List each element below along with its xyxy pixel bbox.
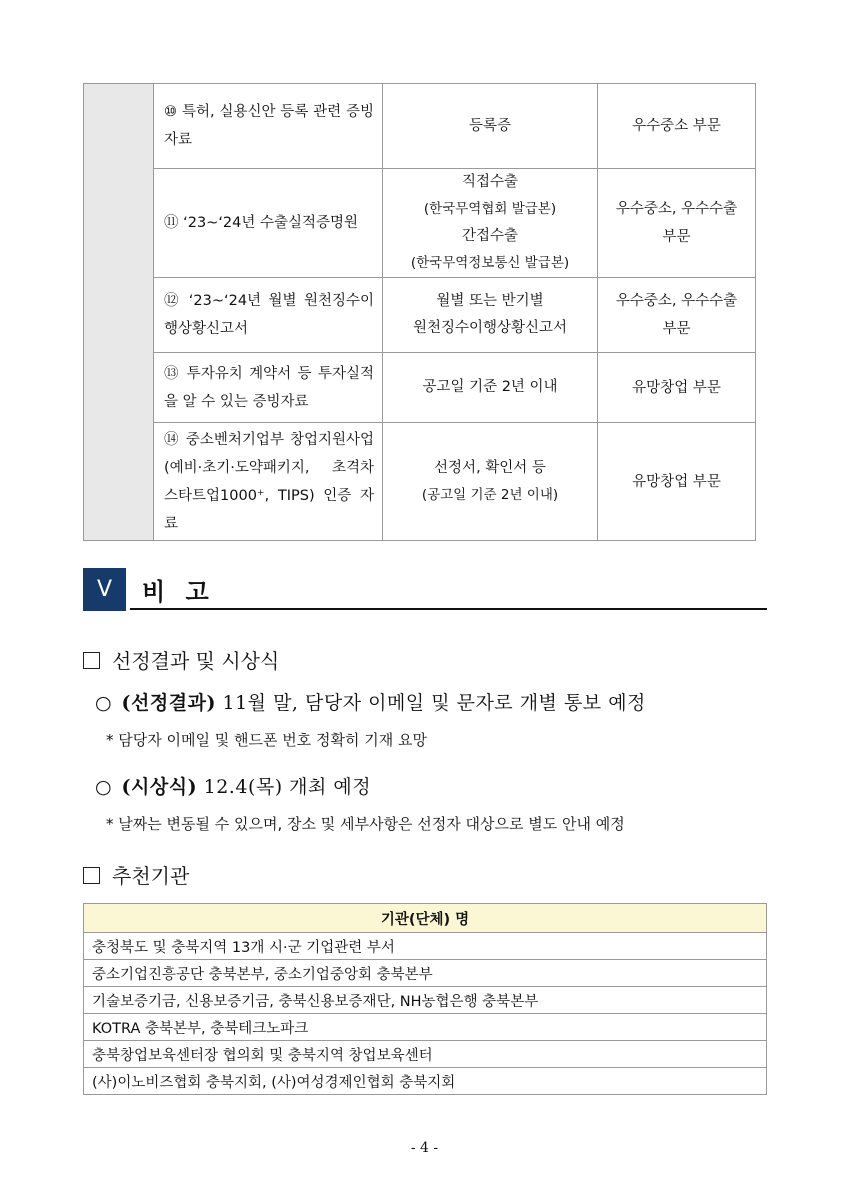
ceremony-bullet: [95, 772, 371, 799]
bullet-label: (시상식): [121, 776, 198, 798]
checkbox-square-icon: [83, 867, 100, 884]
proof-line: 선정서, 확인서 등: [434, 459, 546, 476]
table-row: 충청북도 및 충북지역 13개 시·군 기업관련 부서: [84, 933, 767, 960]
category-line: 부문: [662, 321, 691, 337]
proof-cell: [383, 278, 598, 353]
category-line: 우수중소 부문: [632, 118, 721, 134]
agencies-table-header: 기관(단체) 명: [84, 904, 767, 933]
checkbox-square-icon: [83, 652, 100, 669]
ceremony-note: * 날짜는 변동될 수 있으며, 장소 및 세부사항은 선정자 대상으로 별도 안내 예정: [106, 815, 625, 833]
document-item: ⑭ 중소벤처기업부 창업지원사업(예비·초기·도약패키지, 초격차 스타트업1000⁺, TIPS) 인증 자료: [154, 423, 383, 541]
table-row: [84, 169, 756, 278]
proof-cell: [383, 353, 598, 423]
document-item: ⑬ 투자유치 계약서 등 투자실적을 알 수 있는 증빙자료: [154, 353, 383, 423]
category-line: 유망창업 부문: [632, 379, 721, 396]
proof-cell: [383, 423, 598, 541]
proof-cell: [383, 84, 598, 169]
document-item: ⑫ ‘23~‘24년 월별 원천징수이행상황신고서: [154, 278, 383, 353]
proof-line: (한국무역협회 발급본): [423, 201, 557, 217]
proof-line: 간접수출: [461, 228, 519, 244]
recommending-agencies-table: [83, 903, 767, 1095]
table-row: [84, 423, 756, 541]
document-item: ⑩ 특허, 실용신안 등록 관련 증빙자료: [154, 84, 383, 169]
category-cell: [598, 169, 756, 278]
hollow-circle-icon: ○: [95, 692, 113, 714]
proof-line: 원천징수이행상황신고서: [412, 320, 568, 336]
selection-note: * 담당자 이메일 및 핸드폰 번호 정확히 기재 요망: [106, 731, 427, 749]
category-line: 우수중소, 우수수출: [615, 201, 738, 217]
table-row: [84, 84, 756, 169]
category-cell: [598, 84, 756, 169]
section-underline: [130, 608, 767, 610]
table-row: KOTRA 충북본부, 충북테크노파크: [84, 1014, 767, 1041]
row-group-label-cell: [84, 84, 154, 541]
proof-line: (한국무역정보통신 발급본): [410, 255, 570, 271]
table-row: [84, 278, 756, 353]
required-documents-table: [83, 83, 756, 541]
proof-line: 월별 또는 반기별: [436, 293, 544, 309]
category-cell: [598, 353, 756, 423]
selection-heading: [83, 645, 279, 674]
bullet-text: 11월 말, 담당자 이메일 및 문자로 개별 통보 예정: [215, 692, 646, 714]
selection-heading-text: 선정결과 및 시상식: [112, 649, 280, 673]
proof-line: 직접수출: [461, 174, 519, 190]
table-row: 기술보증기금, 신용보증기금, 충북신용보증재단, NH농협은행 충북본부: [84, 987, 767, 1014]
bullet-label: (선정결과): [121, 692, 216, 714]
proof-line: (공고일 기준 2년 이내): [421, 486, 559, 503]
category-line: 부문: [662, 229, 691, 245]
category-cell: [598, 278, 756, 353]
table-row: [84, 353, 756, 423]
agencies-heading-text: 추천기관: [112, 864, 190, 888]
document-item: ⑪ ‘23~‘24년 수출실적증명원: [154, 169, 383, 278]
page-number: - 4 -: [410, 1140, 439, 1156]
section-title: 비 고: [142, 578, 215, 606]
category-cell: [598, 423, 756, 541]
category-line: 우수중소, 우수수출: [615, 293, 738, 309]
selection-result-bullet: [95, 688, 646, 715]
proof-line: 등록증: [468, 117, 512, 134]
table-row: 충북창업보육센터장 협의회 및 충북지역 창업보육센터: [84, 1041, 767, 1068]
agencies-heading: [83, 860, 189, 889]
section-number-badge: Ⅴ: [83, 568, 126, 611]
bullet-text: 12.4(목) 개최 예정: [197, 776, 372, 798]
proof-cell: [383, 169, 598, 278]
table-row: (사)이노비즈협회 충북지회, (사)여성경제인협회 충북지회: [84, 1068, 767, 1095]
table-row: 중소기업진흥공단 충북본부, 중소기업중앙회 충북본부: [84, 960, 767, 987]
category-line: 유망창업 부문: [632, 473, 721, 490]
hollow-circle-icon: ○: [95, 776, 113, 798]
proof-line: 공고일 기준 2년 이내: [422, 379, 558, 395]
